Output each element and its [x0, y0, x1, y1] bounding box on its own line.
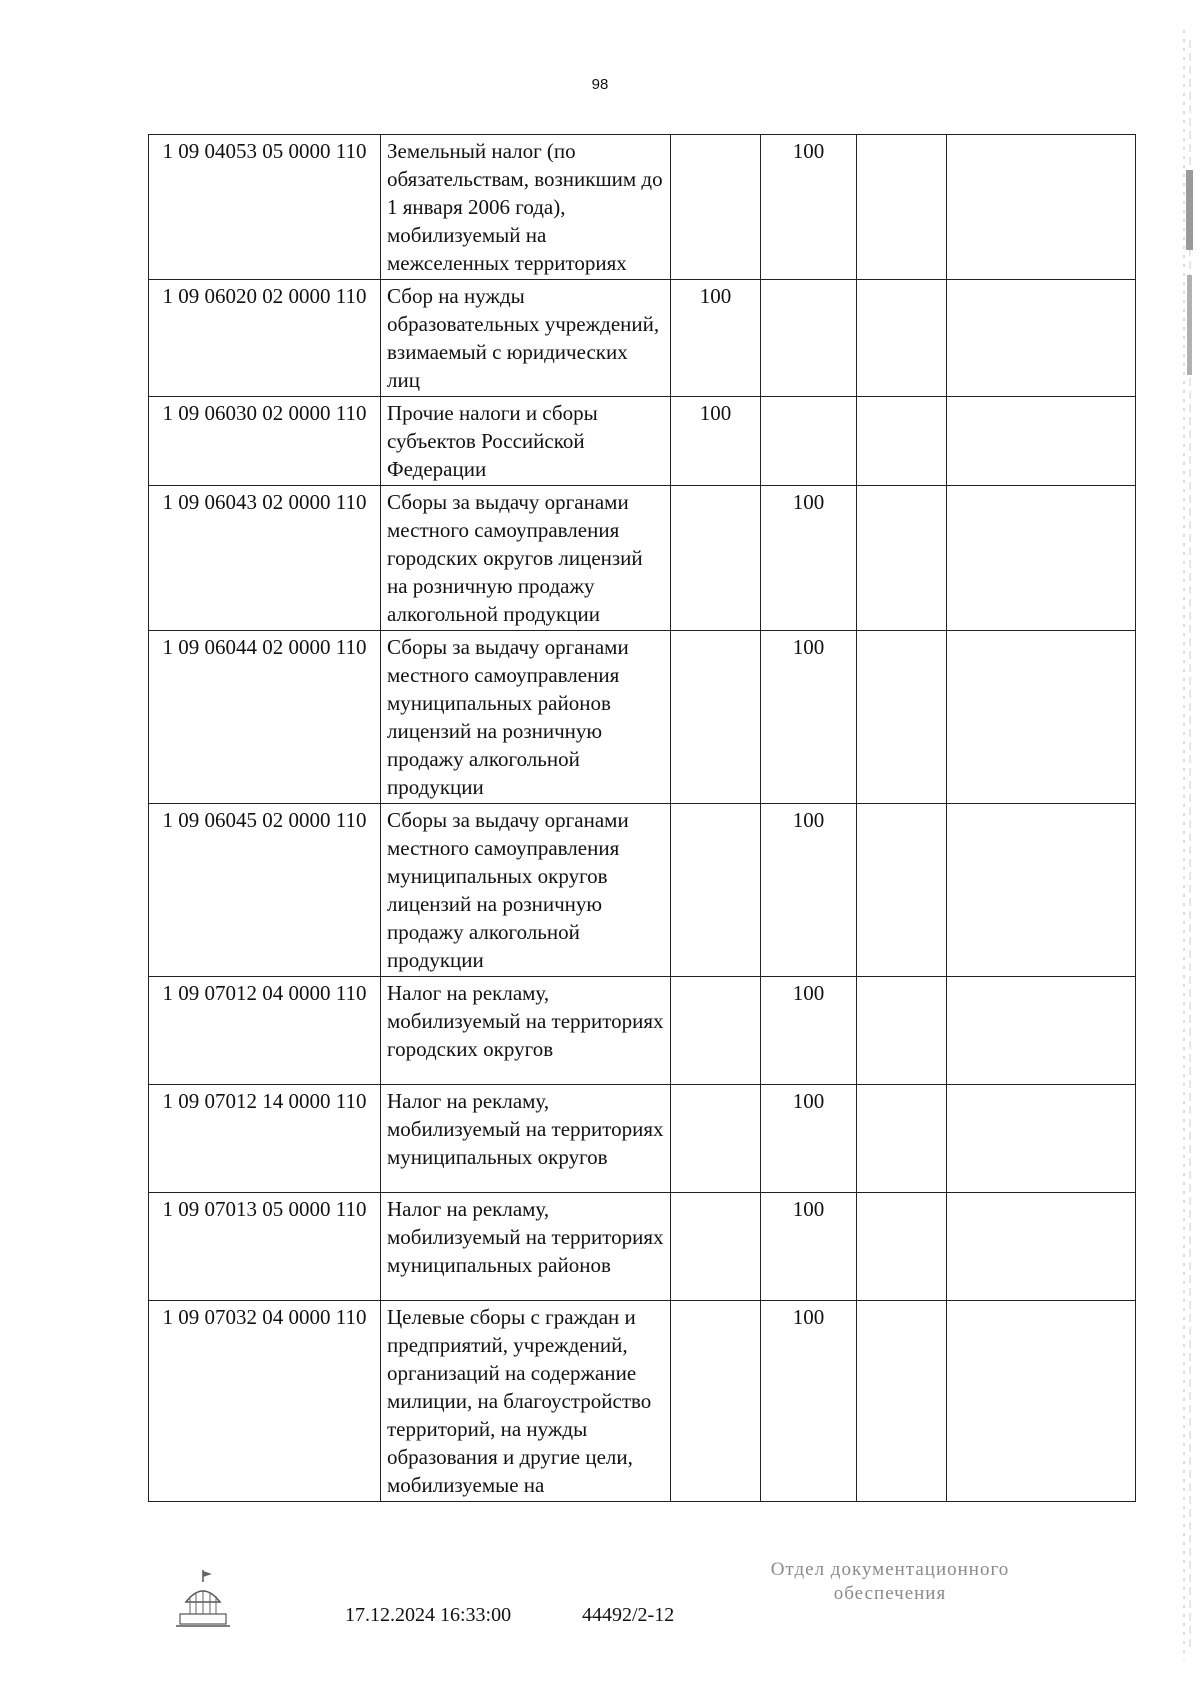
- row-name: Сборы за выдачу органами местного самоуправления городских округов лицензий на розничную продажу алкогольной продукции: [381, 486, 671, 631]
- row-value-col6: [947, 135, 1136, 280]
- organization-logo-icon: [172, 1568, 234, 1630]
- row-value-col3: [671, 486, 761, 631]
- row-code: 1 09 07012 04 0000 110: [149, 977, 381, 1085]
- row-value-col4: 100: [761, 804, 857, 977]
- row-value-col6: [947, 804, 1136, 977]
- row-code: 1 09 06044 02 0000 110: [149, 631, 381, 804]
- page-number: 98: [591, 76, 609, 93]
- row-value-col4: 100: [761, 1301, 857, 1502]
- row-value-col5: [857, 135, 947, 280]
- row-value-col4: [761, 397, 857, 486]
- table-row: [149, 1085, 1136, 1193]
- row-name: Сбор на нужды образовательных учреждений, взимаемый с юридических лиц: [381, 280, 671, 397]
- row-name: Сборы за выдачу органами местного самоуправления муниципальных районов лицензий на розничную продажу алкогольной продукции: [381, 631, 671, 804]
- row-value-col5: [857, 631, 947, 804]
- footer-document-number: 44492/2-12: [582, 1604, 675, 1626]
- row-name: Сборы за выдачу органами местного самоуправления муниципальных округов лицензий на розничную продажу алкогольной продукции: [381, 804, 671, 977]
- department-stamp: [730, 1558, 1050, 1606]
- stamp-line-1: Отдел документационного: [770, 1559, 1010, 1580]
- budget-codes-table: [148, 134, 1136, 1502]
- row-name: Целевые сборы с граждан и предприятий, учреждений, организаций на содержание милиции, на благоустройство территорий, на нужды образования и другие цели, мобилизуемые на: [381, 1301, 671, 1502]
- row-value-col3: [671, 135, 761, 280]
- row-value-col3: [671, 1085, 761, 1193]
- row-value-col5: [857, 397, 947, 486]
- row-value-col3: [671, 631, 761, 804]
- row-value-col6: [947, 631, 1136, 804]
- row-value-col5: [857, 486, 947, 631]
- row-code: 1 09 06043 02 0000 110: [149, 486, 381, 631]
- table-row: [149, 804, 1136, 977]
- row-name: Налог на рекламу, мобилизуемый на территориях муниципальных районов: [381, 1193, 671, 1301]
- row-value-col6: [947, 1193, 1136, 1301]
- row-value-col4: 100: [761, 135, 857, 280]
- row-value-col5: [857, 1193, 947, 1301]
- row-name: Налог на рекламу, мобилизуемый на территориях муниципальных округов: [381, 1085, 671, 1193]
- table-row: [149, 397, 1136, 486]
- table-row: [149, 631, 1136, 804]
- footer-datetime: 17.12.2024 16:33:00: [345, 1604, 512, 1626]
- row-value-col6: [947, 280, 1136, 397]
- stamp-line-2: обеспечения: [833, 1583, 947, 1604]
- table-row: [149, 135, 1136, 280]
- row-code: 1 09 07012 14 0000 110: [149, 1085, 381, 1193]
- row-value-col3: [671, 1301, 761, 1502]
- table-row: [149, 486, 1136, 631]
- row-code: 1 09 06020 02 0000 110: [149, 280, 381, 397]
- row-value-col5: [857, 280, 947, 397]
- table-row: [149, 1193, 1136, 1301]
- row-value-col3: [671, 977, 761, 1085]
- row-name: Прочие налоги и сборы субъектов Российской Федерации: [381, 397, 671, 486]
- row-value-col4: 100: [761, 631, 857, 804]
- row-value-col3: [671, 1193, 761, 1301]
- row-code: 1 09 06030 02 0000 110: [149, 397, 381, 486]
- row-name: Налог на рекламу, мобилизуемый на территориях городских округов: [381, 977, 671, 1085]
- row-value-col4: 100: [761, 1193, 857, 1301]
- row-value-col6: [947, 397, 1136, 486]
- row-value-col4: 100: [761, 977, 857, 1085]
- row-value-col6: [947, 977, 1136, 1085]
- row-value-col3: 100: [671, 397, 761, 486]
- row-name: Земельный налог (по обязательствам, возникшим до 1 января 2006 года), мобилизуемый на межселенных территориях: [381, 135, 671, 280]
- row-value-col5: [857, 977, 947, 1085]
- row-code: 1 09 07013 05 0000 110: [149, 1193, 381, 1301]
- row-value-col5: [857, 1301, 947, 1502]
- scan-edge-artifact: [1174, 0, 1200, 1695]
- row-code: 1 09 07032 04 0000 110: [149, 1301, 381, 1502]
- row-code: 1 09 06045 02 0000 110: [149, 804, 381, 977]
- row-value-col6: [947, 486, 1136, 631]
- row-value-col4: [761, 280, 857, 397]
- row-value-col4: 100: [761, 1085, 857, 1193]
- row-value-col6: [947, 1085, 1136, 1193]
- row-value-col5: [857, 804, 947, 977]
- row-value-col5: [857, 1085, 947, 1193]
- table-row: [149, 1301, 1136, 1502]
- row-code: 1 09 04053 05 0000 110: [149, 135, 381, 280]
- row-value-col3: [671, 804, 761, 977]
- table-row: [149, 280, 1136, 397]
- row-value-col3: 100: [671, 280, 761, 397]
- row-value-col4: 100: [761, 486, 857, 631]
- row-value-col6: [947, 1301, 1136, 1502]
- table-row: [149, 977, 1136, 1085]
